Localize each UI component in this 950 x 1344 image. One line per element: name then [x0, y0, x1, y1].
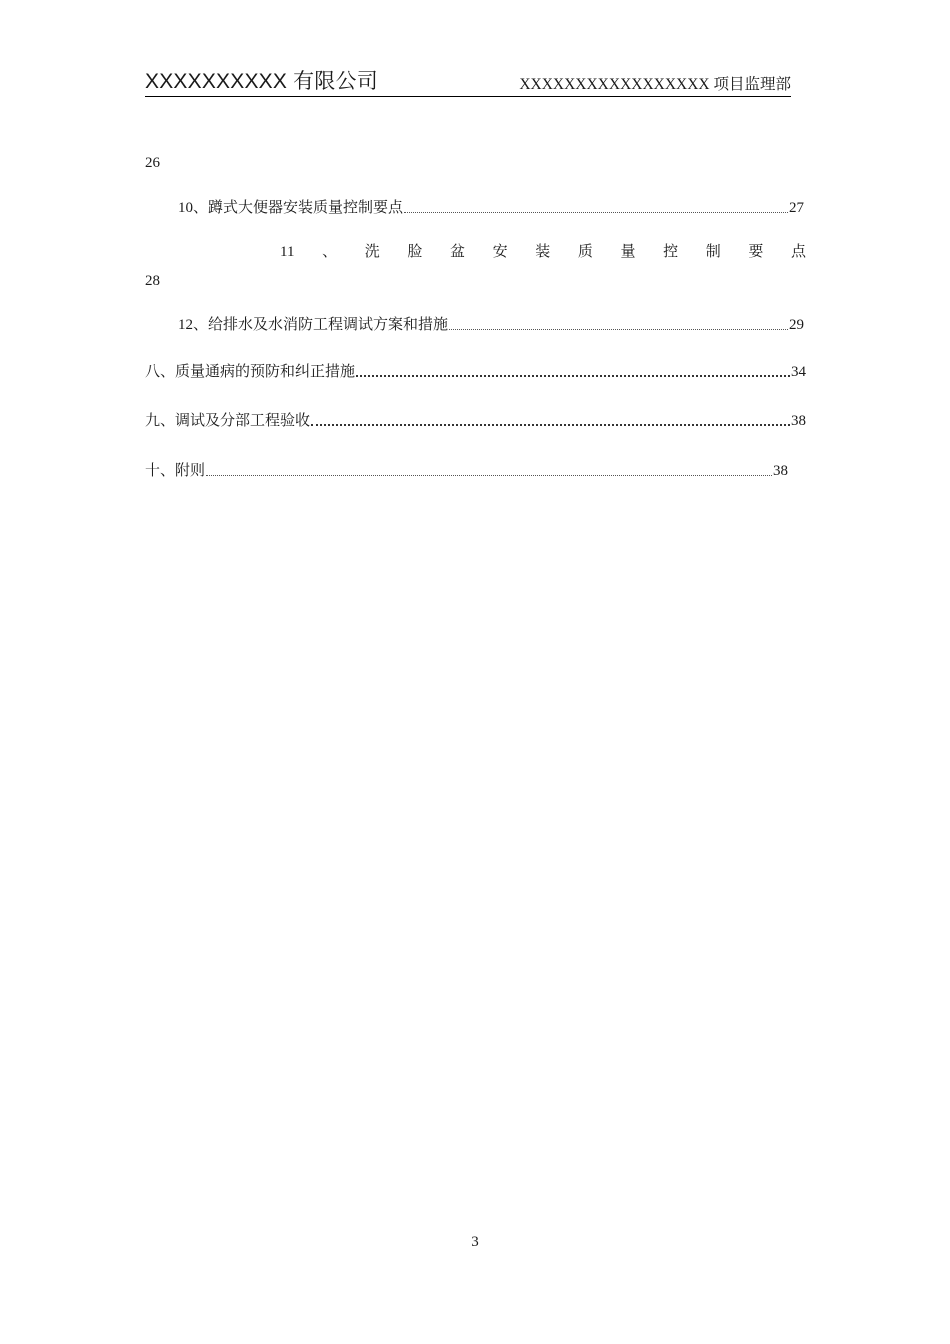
toc-char: 洗 [364, 244, 380, 260]
toc-char: 量 [620, 244, 636, 260]
toc-entry-section-8[interactable] [145, 363, 806, 381]
toc-leader [449, 329, 788, 330]
toc-char: 盆 [449, 244, 465, 260]
toc-entry-item-11-page: 28 [145, 273, 160, 289]
toc-char: 安 [492, 244, 508, 260]
toc-char: 点 [790, 244, 806, 260]
toc-entry-page: 38 [791, 413, 806, 429]
toc-entry-section-10[interactable] [145, 462, 788, 480]
toc-entry-label: 12、给排水及水消防工程调试方案和措施 [178, 317, 449, 333]
toc-entry-label: 10、蹲式大便器安装质量控制要点 [178, 200, 404, 216]
toc-char: 装 [535, 244, 551, 260]
toc-char: 、 [322, 244, 338, 260]
header-department-name: XXXXXXXXXXXXXXXXX 项目监理部 [519, 76, 791, 93]
toc-entry-page: 38 [773, 463, 788, 479]
toc-entry-label: 十、附则 [145, 463, 206, 479]
toc-leader [206, 475, 772, 476]
toc-entry-page: 27 [789, 200, 804, 216]
toc-entry-item-12[interactable] [178, 316, 804, 334]
toc-entry-section-9[interactable] [145, 412, 806, 430]
toc-entry-label: 八、质量通病的预防和纠正措施 [145, 364, 356, 380]
toc-entry-page: 29 [789, 317, 804, 333]
toc-leader [404, 212, 788, 213]
toc-leader [356, 375, 790, 377]
toc-entry-label: 九、调试及分部工程验收 [145, 413, 311, 429]
toc-char: 脸 [407, 244, 423, 260]
toc-char: 制 [705, 244, 721, 260]
toc-char: 11 [280, 244, 295, 260]
toc-char: 要 [748, 244, 764, 260]
toc-leader [311, 424, 790, 426]
toc-char: 质 [577, 244, 593, 260]
header-company-name: XXXXXXXXXX 有限公司 [145, 70, 378, 93]
toc-entry-page: 34 [791, 364, 806, 380]
toc-char: 控 [663, 244, 679, 260]
page-header [145, 70, 791, 97]
toc-entry-item-10[interactable] [178, 199, 804, 217]
toc-carryover-page: 26 [145, 155, 160, 171]
page-number: 3 [471, 1234, 479, 1250]
toc-entry-item-11[interactable] [280, 243, 806, 261]
